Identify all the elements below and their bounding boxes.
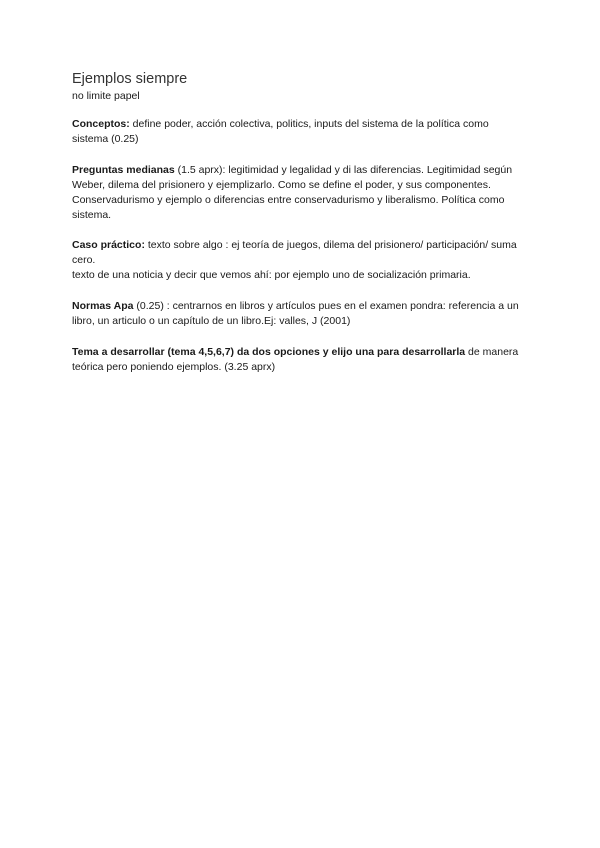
section-conceptos <box>72 117 527 147</box>
document-title: Ejemplos siempre <box>72 71 188 87</box>
paragraph-text: de manera teórica pero poniendo ejemplos. (3.25 aprx) <box>72 345 519 373</box>
section-heading: Preguntas medianas <box>72 163 175 176</box>
section-caso-practico <box>72 238 527 283</box>
document-body <box>72 70 527 375</box>
section-heading: Tema a desarrollar (tema 4,5,6,7) da dos opciones y elijo una para desarrollarla <box>72 345 466 358</box>
paragraph <box>72 238 527 268</box>
paragraph-text: texto sobre algo : ej teoría de juegos, dilema del prisionero/ participación/ suma cero. <box>72 239 517 267</box>
section-heading: Conceptos: <box>72 118 130 130</box>
paragraph-text: (0.25) : centrarnos en libros y artículos pues en el examen pondra: referencia a un libro, un articulo o un capítulo de un libro.Ej: valles, J (2001) <box>72 300 519 328</box>
section-normas-apa <box>72 299 527 329</box>
section-tema-a-desarrollar <box>72 345 527 375</box>
document-subtitle: no limite papel <box>72 90 140 102</box>
paragraph-text: texto de una noticia y decir que vemos ahí: por ejemplo uno de socialización primaria. <box>72 269 471 282</box>
paragraph-text: (1.5 aprx): legitimidad y legalidad y di las diferencias. Legitimidad según Weber, dilema del prisionero y ejemplizarlo. Como se define el poder, y sus componentes. <box>72 163 513 191</box>
paragraph-text: Conservadurismo y ejemplo o diferencias entre conservadurismo y liberalismo. Política como sistema. <box>72 193 505 221</box>
paragraph <box>72 299 527 329</box>
paragraph-text: define poder, acción colectiva, politics, inputs del sistema de la política como sistema (0.25) <box>72 118 489 145</box>
section-heading: Caso práctico: <box>72 239 145 252</box>
paragraph <box>72 345 527 375</box>
paragraph <box>72 117 527 147</box>
paragraph <box>72 163 527 193</box>
section-heading: Normas Apa <box>72 300 134 313</box>
section-preguntas-medianas <box>72 163 527 223</box>
